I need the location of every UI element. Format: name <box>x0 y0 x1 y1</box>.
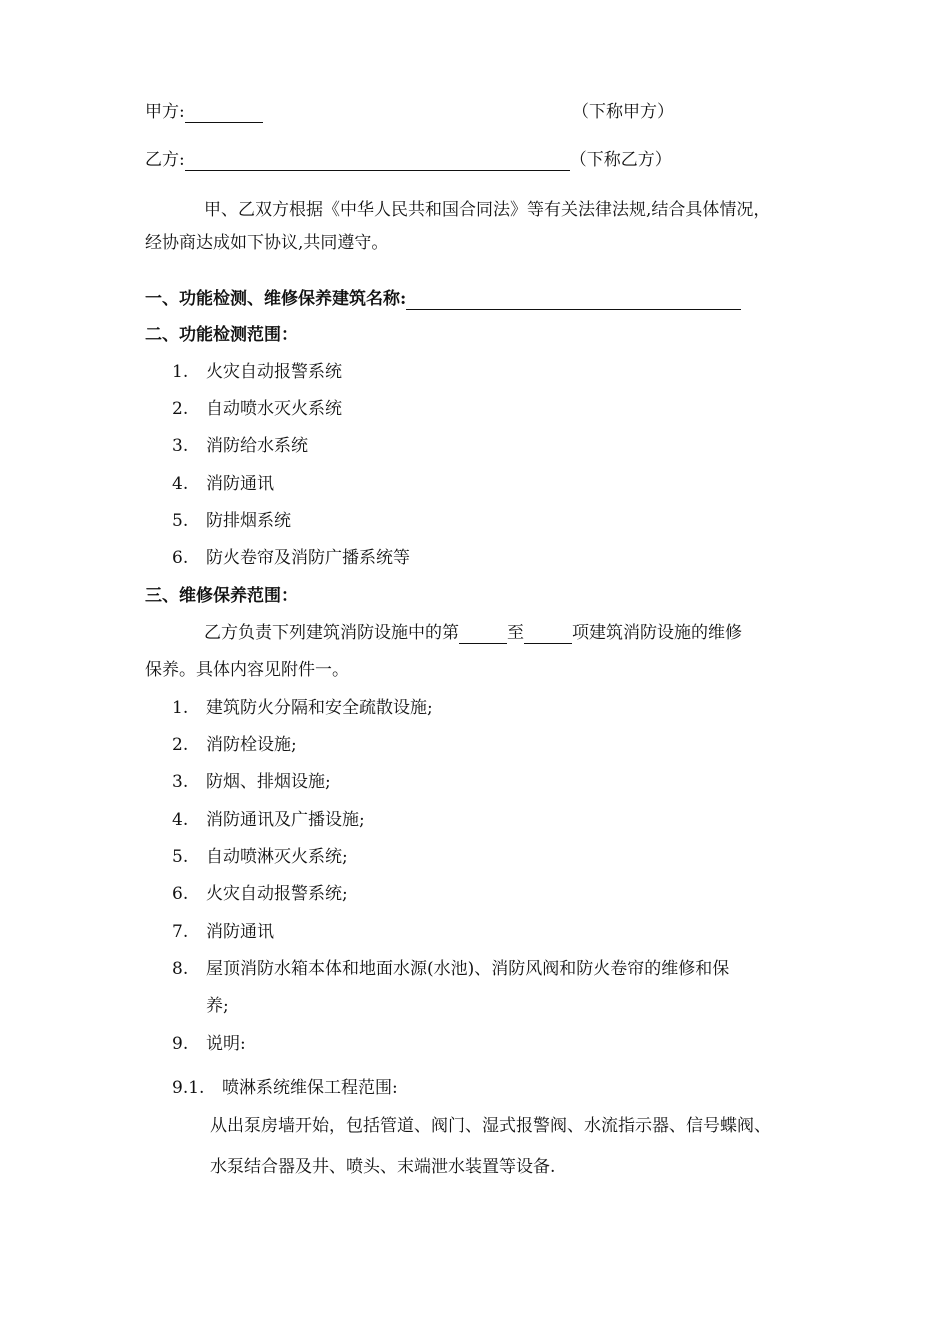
party-a-row <box>145 101 263 123</box>
section-2-heading: 二、功能检测范围： <box>145 325 298 345</box>
list-item: 1. 建筑防火分隔和安全疏散设施; <box>172 698 433 718</box>
subsection-number: 9.1. <box>172 1078 205 1098</box>
list-item-continuation: 养; <box>206 996 229 1016</box>
list-item: 3. 防烟、排烟设施; <box>172 772 331 792</box>
list-item: 6. 火灾自动报警系统; <box>172 884 348 904</box>
list-item: 1. 火灾自动报警系统 <box>172 362 342 382</box>
list-item: 6. 防火卷帘及消防广播系统等 <box>172 548 410 568</box>
party-b-alias: （下称乙方） <box>569 150 672 170</box>
from-item-blank <box>459 625 507 644</box>
list-item: 2. 自动喷水灭火系统 <box>172 399 342 419</box>
subsection-9-1-line-1: 从出泵房墙开始，包括管道、阀门、湿式报警阀、水流指示器、信号蝶阀、 <box>210 1116 771 1136</box>
party-a-label: 甲方: <box>145 102 185 122</box>
party-a-alias: （下称甲方） <box>572 102 674 122</box>
party-b-row <box>145 149 672 171</box>
section-1-title: 一、功能检测、维修保养建筑名称: <box>145 289 407 309</box>
section-3-heading: 三、维修保养范围： <box>145 586 298 606</box>
list-item: 9. 说明: <box>172 1034 246 1054</box>
to-item-blank <box>524 625 572 644</box>
section-1-heading <box>145 288 741 310</box>
list-item: 7. 消防通讯 <box>172 922 274 942</box>
list-item: 4. 消防通讯及广播设施; <box>172 810 365 830</box>
list-item: 4. 消防通讯 <box>172 474 274 494</box>
subsection-9-1-line-2: 水泵结合器及井、喷头、末端泄水装置等设备. <box>210 1157 556 1177</box>
building-name-blank <box>406 291 741 310</box>
party-b-blank <box>185 152 570 171</box>
list-item: 5. 防排烟系统 <box>172 511 291 531</box>
list-item: 8. 屋顶消防水箱本体和地面水源(水池)、消防风阀和防火卷帘的维修和保 <box>172 959 730 979</box>
section-3-para-line-2: 保养。具体内容见附件一。 <box>145 660 349 680</box>
party-b-label: 乙方: <box>145 150 185 170</box>
intro-line-1: 甲、乙双方根据《中华人民共和国合同法》等有关法律法规,结合具体情况， <box>204 200 771 220</box>
subsection-9-1 <box>172 1077 398 1099</box>
subsection-title: 喷淋系统维保工程范围: <box>222 1078 398 1098</box>
intro-line-2: 经协商达成如下协议,共同遵守。 <box>145 233 389 253</box>
party-a-blank <box>185 104 263 123</box>
list-item: 2. 消防栓设施; <box>172 735 297 755</box>
list-item: 3. 消防给水系统 <box>172 436 308 456</box>
list-item: 5. 自动喷淋灭火系统; <box>172 847 348 867</box>
section-3-para-line-1: 乙方负责下列建筑消防设施中的第 至 项建筑消防设施的维修 <box>204 623 742 643</box>
